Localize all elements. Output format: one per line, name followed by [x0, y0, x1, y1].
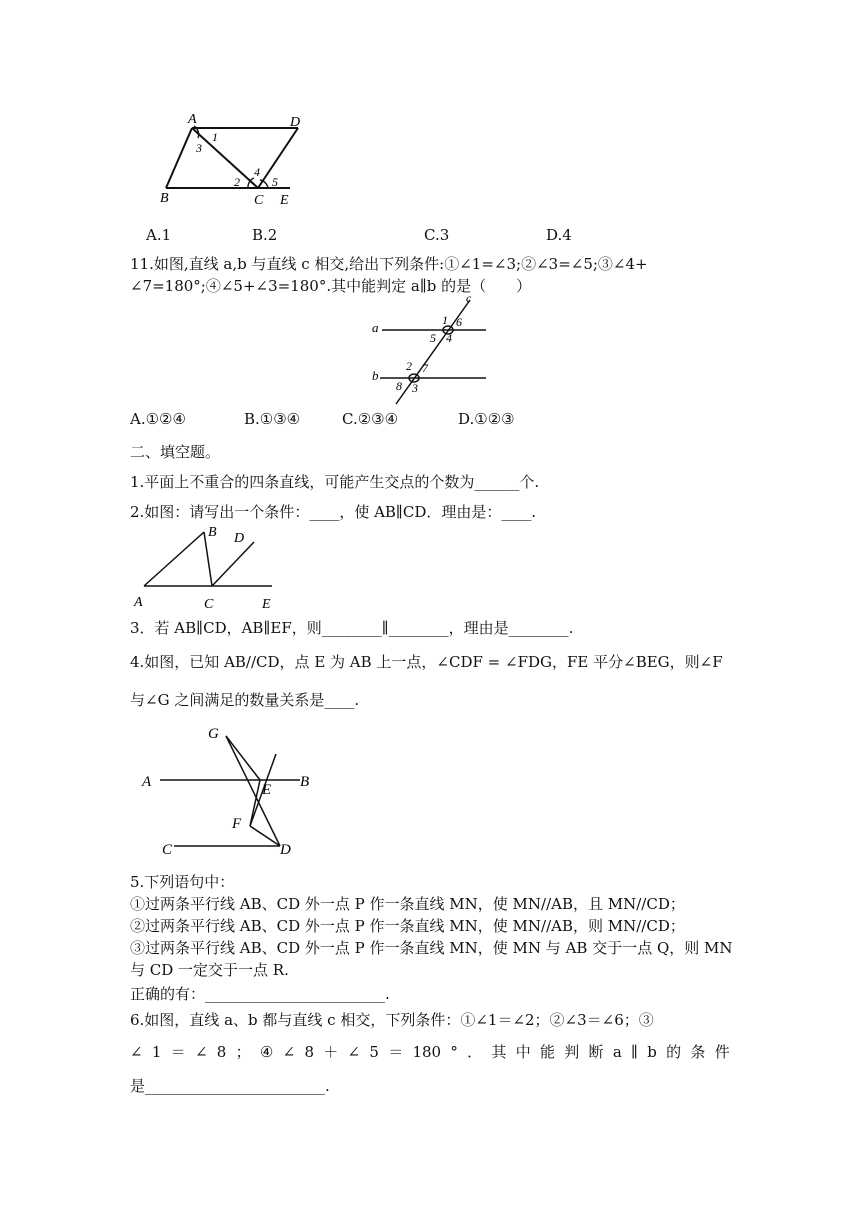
q6-token: 180	[412, 1043, 442, 1061]
q10-label-C: C	[254, 193, 264, 208]
fill-q2-label-E: E	[262, 597, 271, 612]
fill-q6-line3: 是________________________.	[130, 1077, 330, 1095]
q11-label-6: 6	[456, 315, 462, 329]
fill-q3: 3．若 AB∥CD，AB∥EF，则________∥________，理由是________.	[130, 619, 574, 637]
q11-stem-line2: ∠7=180°;④∠5+∠3=180°.其中能判定 a∥b 的是（ ）	[130, 277, 532, 295]
q10-label-A: A	[188, 112, 197, 127]
q11-label-2: 2	[406, 359, 412, 373]
q6-token: 的	[666, 1043, 682, 1061]
q6-token: ∠	[130, 1043, 143, 1061]
q11-option-b: B.①③④	[244, 410, 301, 428]
q6-token: 其	[491, 1043, 507, 1061]
fill-q2-label-A: A	[134, 595, 143, 610]
q10-option-c: C.3	[424, 226, 450, 244]
q10-label-2: 2	[234, 175, 240, 189]
fill-q4-label-G: G	[208, 726, 219, 742]
q6-token: ．	[467, 1043, 483, 1061]
q11-option-d: D.①②③	[458, 410, 515, 428]
q11-label-b: b	[372, 368, 379, 383]
q6-token: ＝	[170, 1043, 186, 1061]
q6-token: ∠	[194, 1043, 208, 1061]
q10-label-B: B	[160, 191, 169, 206]
fill-q6-line2	[130, 1042, 730, 1062]
q10-label-4: 4	[254, 165, 260, 179]
q10-label-E: E	[280, 193, 289, 208]
fill-q5-item3a: ③过两条平行线 AB、CD 外一点 P 作一条直线 MN，使 MN 与 AB 交于一点 Q，则 MN	[130, 939, 733, 957]
q11-label-5: 5	[430, 331, 436, 345]
q11-label-3: 3	[412, 381, 418, 395]
q6-token: ④	[259, 1043, 274, 1061]
q6-token: 能	[539, 1043, 555, 1061]
fill-q2: 2.如图：请写出一个条件：____，使 AB∥CD．理由是：____.	[130, 503, 537, 521]
q6-token: 条	[690, 1043, 706, 1061]
fill-q5-item1: ①过两条平行线 AB、CD 外一点 P 作一条直线 MN，使 MN//AB，且 MN//CD；	[130, 895, 685, 913]
q11-label-a: a	[372, 320, 379, 335]
fill-q4-line1: 4.如图，已知 AB//CD，点 E 为 AB 上一点，∠CDF = ∠FDG，FE 平分∠BEG，则∠F	[130, 653, 723, 671]
q6-token: ∥	[631, 1043, 638, 1061]
fill-q2-label-D: D	[234, 531, 245, 546]
q11-label-7: 7	[422, 361, 428, 375]
q11-label-4: 4	[446, 331, 452, 345]
fill-q5-intro: 5.下列语句中：	[130, 873, 235, 891]
fill-q4-label-C: C	[162, 842, 173, 858]
q6-token: 断	[588, 1043, 604, 1061]
fill-q1: 1.平面上不重合的四条直线，可能产生交点的个数为______个.	[130, 473, 540, 491]
q11-option-c: C.②③④	[342, 410, 399, 428]
fill-q4-figure	[140, 718, 330, 868]
q6-token: 判	[564, 1043, 580, 1061]
fill-q5-item2: ②过两条平行线 AB、CD 外一点 P 作一条直线 MN，使 MN//AB，则 MN//CD；	[130, 917, 685, 935]
fill-q5-answer: 正确的有：________________________.	[130, 985, 390, 1003]
fill-q4-label-F: F	[232, 816, 242, 832]
q6-token: ∠	[282, 1043, 296, 1061]
q10-option-b: B.2	[252, 226, 278, 244]
fill-q2-label-B: B	[208, 525, 217, 540]
q10-label-1: 1	[212, 130, 218, 144]
q11-label-c: c	[466, 291, 472, 305]
q11-label-8: 8	[396, 379, 402, 393]
q6-token: 1	[151, 1043, 162, 1061]
fill-q4-label-E: E	[262, 782, 272, 798]
q6-token: 8	[216, 1043, 227, 1061]
q10-figure	[150, 110, 310, 210]
q6-token: ＋	[323, 1043, 339, 1061]
q6-token: b	[647, 1043, 657, 1061]
q11-stem-line1: 11.如图,直线 a,b 与直线 c 相交,给出下列条件:①∠1=∠3;②∠3=∠5;③∠4+	[130, 255, 648, 273]
section-title: 二、填空题。	[130, 443, 221, 461]
q6-token: 8	[304, 1043, 314, 1061]
q6-token: ；	[235, 1043, 251, 1061]
q11-figure	[370, 291, 500, 408]
q10-label-5: 5	[272, 175, 278, 189]
q11-label-1: 1	[442, 313, 448, 327]
q6-token: a	[612, 1043, 622, 1061]
fill-q5-item3b: 与 CD 一定交于一点 R.	[130, 961, 289, 979]
fill-q4-label-B: B	[300, 774, 310, 790]
q11-option-a: A.①②④	[130, 410, 186, 428]
fill-q4-label-D: D	[280, 842, 291, 858]
fill-q2-figure	[130, 522, 280, 612]
q6-token: ∠	[347, 1043, 361, 1061]
q6-token: 件	[714, 1043, 730, 1061]
q6-token: 5	[369, 1043, 379, 1061]
fill-q4-line2: 与∠G 之间满足的数量关系是____.	[130, 691, 360, 709]
q6-token: 中	[515, 1043, 531, 1061]
fill-q2-label-C: C	[204, 597, 214, 612]
q10-option-d: D.4	[546, 226, 572, 244]
fill-q6-line1: 6.如图，直线 a、b 都与直线 c 相交，下列条件：①∠1＝∠2；②∠3＝∠6；③	[130, 1011, 654, 1029]
q10-label-3: 3	[196, 141, 202, 155]
q10-option-a: A.1	[146, 226, 172, 244]
fill-q4-label-A: A	[142, 774, 152, 790]
q6-token: °	[450, 1043, 458, 1061]
q6-token: ＝	[388, 1043, 404, 1061]
q10-label-D: D	[290, 115, 301, 130]
